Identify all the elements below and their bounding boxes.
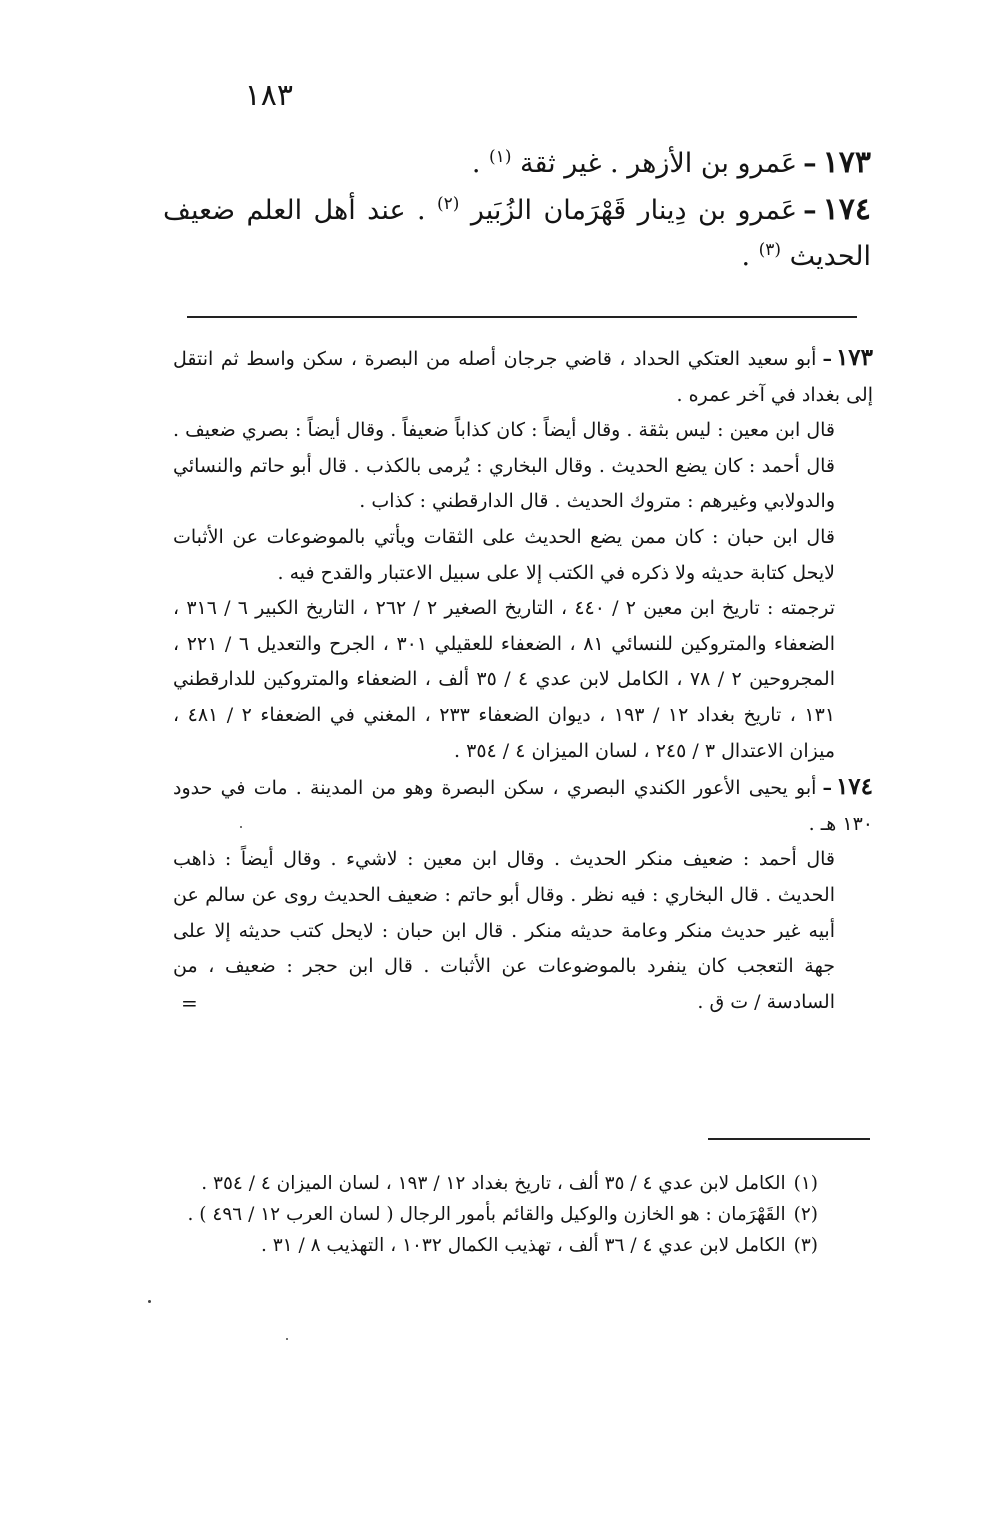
note-dash: – (822, 777, 832, 800)
note-paragraph: قال ابن معين : ليس بثقة . وقال أيضاً : كان كذاباً ضعيفاً . وقال أيضاً : بصري ضعيف . قال أحمد : كان يضع الحديث . وقال البخاري : يُرمى بالكذب . قال أبو حاتم والنسائي والدولابي وغيرهم : متروك الحديث . قال الدارقطني : كذاب . (173, 419, 835, 513)
note-head (173, 340, 873, 413)
footnotes-section (178, 1168, 818, 1261)
footnote-ref[interactable]: (٢) (437, 194, 460, 214)
entry-end: . (741, 241, 759, 272)
entry-end: . (471, 148, 490, 179)
note-dash: – (822, 348, 832, 370)
entry-text: عَمرو بن الأزهر . غير ثقة (520, 148, 798, 179)
footnote-ref[interactable]: (١) (489, 147, 512, 167)
section-divider (187, 316, 857, 318)
entry-text-continued: . عند أهل العلم ضعيف الحديث (163, 195, 871, 272)
note-number: ١٧٣ (835, 344, 873, 371)
footnote-divider (708, 1138, 870, 1140)
notes-section (173, 340, 873, 1022)
note-paragraph: ترجمته : تاريخ ابن معين ٢ / ٤٤٠ ، التاريخ الصغير ٢ / ٢٦٢ ، التاريخ الكبير ٦ / ٣١٦ ، الضعفاء والمتروكين للنسائي ٨١ ، الضعفاء للعقيلي ٣٠١ ، الجرح والتعديل ٦ / ٢٢١ ، المجروحين ٢ / ٧٨ ، الكامل لابن عدي ٤ / ٣٥ ألف ، الضعفاء والمتروكين للدارقطني ١٣١ ، تاريخ بغداد ١٢ / ١٩٣ ، ديوان الضعفاء ٢٣٣ ، المغني في الضعفاء ٢ / ٤٨١ ، ميزان الاعتدال ٣ / ٢٤٥ ، لسان الميزان ٤ / ٣٥٤ . (173, 597, 836, 762)
entry-174 (163, 187, 871, 280)
note-173 (173, 340, 873, 769)
entry-text: عَمرو بن دِينار قَهْرَمان الزُبَير (470, 195, 798, 226)
note-head-text: أبو يحيى الأعور الكندي البصري ، سكن البصرة وهو من المدينة . مات في حدود ١٣٠ هـ . (173, 777, 873, 835)
scan-speck (286, 1338, 288, 1340)
scan-speck (148, 1300, 151, 1303)
footnote-text: القَهْرَمان : هو الخازن والوكيل والقائم بأمور الرجال ( لسان العرب ١٢ / ٤٩٦ ) . (187, 1204, 786, 1225)
entry-dash: – (803, 148, 817, 179)
footnote-text: الكامل لابن عدي ٤ / ٣٦ ألف ، تهذيب الكمال ١٠٣٢ ، التهذيب ٨ / ٣١ . (260, 1235, 786, 1256)
note-number: ١٧٤ (835, 773, 873, 801)
entry-number: ١٧٣ (822, 145, 871, 180)
footnote-number: (٢) (793, 1204, 818, 1225)
entry-dash: – (803, 195, 817, 226)
footnote-number: (١) (793, 1173, 818, 1194)
note-paragraph: قال ابن حبان : كان ممن يضع الحديث على الثقات ويأتي بالموضوعات عن الأثبات لايحل كتابة حديثه ولا ذكره في الكتب إلا على سبيل الاعتبار والقدح فيه . (173, 525, 835, 584)
footnote-3 (178, 1230, 818, 1261)
note-head (173, 769, 873, 842)
footnote-1 (178, 1168, 818, 1199)
scan-speck (240, 826, 242, 828)
note-174 (173, 769, 873, 1022)
note-head-text: أبو سعيد العتكي الحداد ، قاضي جرجان أصله من البصرة ، سكن واسط ثم انتقل إلى بغداد في آخر عمره . (173, 348, 873, 406)
main-entries (163, 140, 871, 280)
entry-173 (163, 140, 871, 187)
footnote-text: الكامل لابن عدي ٤ / ٣٥ ألف ، تاريخ بغداد ١٢ / ١٩٣ ، لسان الميزان ٤ / ٣٥٤ . (201, 1173, 786, 1194)
page-number: ١٨٣ (244, 78, 293, 113)
entry-number: ١٧٤ (822, 192, 871, 227)
footnote-number: (٣) (793, 1235, 818, 1256)
note-paragraph: قال أحمد : ضعيف منكر الحديث . وقال ابن معين : لاشيء . وقال أيضاً : ذاهب الحديث . قال البخاري : فيه نظر . وقال أبو حاتم : ضعيف الحديث روى عن سالم عن أبيه غير حديث منكر وعامة حديثه منكر . قال ابن حبان : لايحل كتب حديثه إلا على جهة التعجب كان ينفرد بالموضوعات عن الأثبات . قال ابن حجر : ضعيف ، من السادسة / ت ق . (173, 848, 835, 1013)
continuation-mark: = (181, 991, 198, 1016)
footnote-2 (178, 1199, 818, 1230)
footnote-ref[interactable]: (٣) (758, 240, 782, 260)
